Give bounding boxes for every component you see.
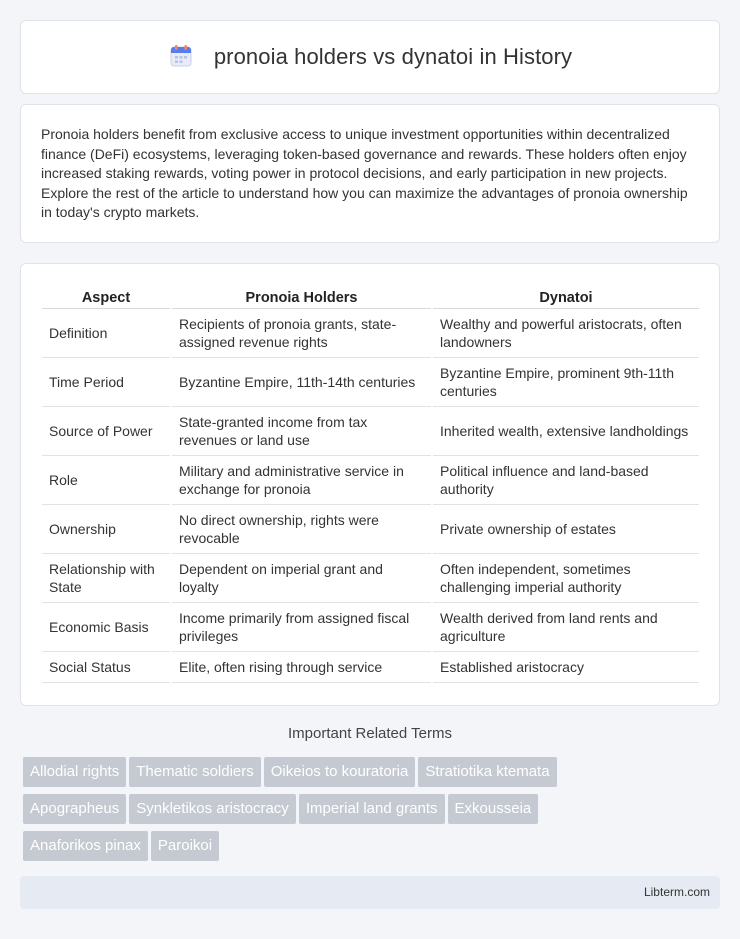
dynatoi-cell: Established aristocracy (432, 651, 699, 682)
footer-brand[interactable]: Libterm.com (643, 885, 710, 899)
pronoia-cell: No direct ownership, rights were revocable (171, 504, 432, 553)
table-row (42, 651, 699, 682)
column-header-aspect: Aspect (42, 286, 171, 308)
dynatoi-cell: Byzantine Empire, prominent 9th-11th centuries (432, 357, 699, 406)
pronoia-cell: Income primarily from assigned fiscal privileges (171, 602, 432, 651)
related-term-tag[interactable]: Imperial land grants (299, 794, 445, 824)
table-row (42, 406, 699, 455)
footer (20, 876, 720, 909)
table-row (42, 504, 699, 553)
dynatoi-cell: Private ownership of estates (432, 504, 699, 553)
table-row (42, 308, 699, 357)
pronoia-cell: Dependent on imperial grant and loyalty (171, 553, 432, 602)
dynatoi-cell: Wealthy and powerful aristocrats, often landowners (432, 308, 699, 357)
column-header-pronoia-holders: Pronoia Holders (171, 286, 432, 308)
pronoia-cell: Recipients of pronoia grants, state-assigned revenue rights (171, 308, 432, 357)
aspect-cell: Social Status (42, 651, 171, 682)
aspect-cell: Source of Power (42, 406, 171, 455)
header-card (20, 20, 720, 94)
dynatoi-cell: Wealth derived from land rents and agriculture (432, 602, 699, 651)
table-row (42, 553, 699, 602)
table-row (42, 455, 699, 504)
related-term-tag[interactable]: Paroikoi (151, 831, 219, 861)
related-terms-title: Important Related Terms (288, 725, 452, 742)
related-term-tag[interactable]: Apographeus (23, 794, 126, 824)
pronoia-cell: Elite, often rising through service (171, 651, 432, 682)
comparison-card (20, 263, 720, 706)
aspect-cell: Ownership (42, 504, 171, 553)
dynatoi-cell: Often independent, sometimes challenging imperial authority (432, 553, 699, 602)
related-term-tag[interactable]: Allodial rights (23, 757, 126, 787)
intro-paragraph: Pronoia holders benefit from exclusive access to unique investment opportunities within decentralized finance (DeFi) ecosystems, leveraging token-based governance and rewards. These holders often enjoy increased staking rewards, voting power in protocol decisions, and early participation in new projects. Explore the rest of the article to understand how you can maximize the advantages of pronoia ownership in today's crypto markets. (41, 126, 688, 220)
pronoia-cell: Byzantine Empire, 11th-14th centuries (171, 357, 432, 406)
pronoia-cell: Military and administrative service in exchange for pronoia (171, 455, 432, 504)
table-header-row (42, 286, 699, 308)
aspect-cell: Role (42, 455, 171, 504)
aspect-cell: Economic Basis (42, 602, 171, 651)
related-term-tag[interactable]: Stratiotika ktemata (418, 757, 556, 787)
page-title: pronoia holders vs dynatoi in History (213, 44, 573, 69)
aspect-cell: Time Period (42, 357, 171, 406)
aspect-cell: Relationship with State (42, 553, 171, 602)
related-terms-list (23, 757, 723, 868)
table-row (42, 602, 699, 651)
aspect-cell: Definition (42, 308, 171, 357)
calendar-icon (168, 43, 194, 69)
comparison-table (42, 286, 699, 683)
dynatoi-cell: Inherited wealth, extensive landholdings (432, 406, 699, 455)
related-term-tag[interactable]: Synkletikos aristocracy (129, 794, 296, 824)
related-term-tag[interactable]: Oikeios to kouratoria (264, 757, 416, 787)
related-term-tag[interactable]: Thematic soldiers (129, 757, 261, 787)
intro-card (20, 104, 720, 243)
related-term-tag[interactable]: Exkousseia (448, 794, 539, 824)
column-header-dynatoi: Dynatoi (432, 286, 699, 308)
dynatoi-cell: Political influence and land-based authority (432, 455, 699, 504)
related-term-tag[interactable]: Anaforikos pinax (23, 831, 148, 861)
table-row (42, 357, 699, 406)
pronoia-cell: State-granted income from tax revenues or land use (171, 406, 432, 455)
